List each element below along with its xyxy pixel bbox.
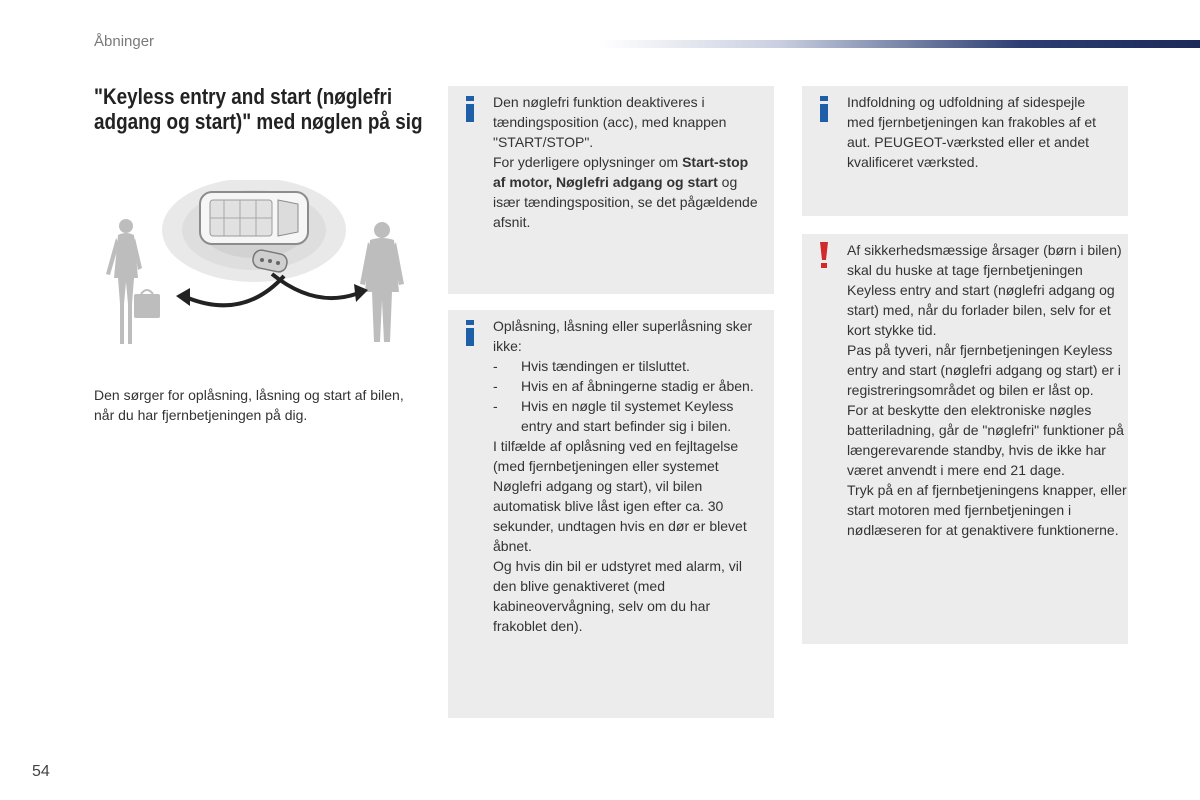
info-3-text: Indfoldning og udfoldning af sidespejle med fjernbetjeningen kan frakobles af et aut. PEUGEOT-værksted eller et andet kvalificeret værksted. [847,94,1097,170]
list-item: - Hvis en nøgle til systemet Keyless entry and start befinder sig i bilen. [493,396,765,436]
list-item: - Hvis tændingen er tilsluttet. [493,356,765,376]
woman-silhouette-icon [106,219,160,344]
warning-para4: Tryk på en af fjernbetjeningens knapper, eller start motoren med fjernbetjeningen i nødlæseren for at genaktivere funktionerne. [847,482,1127,538]
info-box-mirrors [802,86,1128,216]
info-2-list [493,356,765,436]
warning-para2: Pas på tyveri, når fjernbetjeningen Keyless entry and start (nøglefri adgang og start) er i registreringsområdet og bilen er låst op. [847,342,1121,398]
warning-icon [819,242,829,268]
page-number: 54 [32,763,50,780]
keyless-entry-illustration [94,180,424,360]
man-silhouette-icon [360,222,404,342]
info-1-line1: Den nøglefri funktion deaktiveres i tændingsposition (acc), med knappen "START/STOP". [493,94,727,150]
info-box-deactivation [448,86,774,294]
list-item: - Hvis en af åbningerne stadig er åben. [493,376,765,396]
warning-para1: Af sikkerhedsmæssige årsager (børn i bilen) skal du huske at tage fjernbetjeningen Keyless entry and start (nøglefri adgang og start) med, når du forlader bilen, selv for et kort stykke tid. [847,242,1122,338]
info-icon [465,96,475,122]
info-1-line2-bold: Start-stop af motor, Nøglefri adgang og start [493,154,749,190]
warning-box-safety [802,234,1128,644]
page-title-line2: adgang og start)" med nøglen på sig [94,109,423,134]
section-label: Åbninger [94,33,155,50]
info-2-para2: Og hvis din bil er udstyret med alarm, vil den blive genaktiveret (med kabineovervågning, selv om du har frakoblet den). [493,558,742,634]
info-icon [465,320,475,346]
intro-text: Den sørger for oplåsning, låsning og start af bilen, når du har fjernbetjeningen på dig. [94,387,404,423]
page-title [94,84,423,134]
info-box-lock-conditions [448,310,774,718]
car-topview-icon [200,192,308,244]
info-2-lead: Oplåsning, låsning eller superlåsning sker ikke: [493,318,753,354]
info-2-para1: I tilfælde af oplåsning ved en fejltagelse (med fjernbetjeningen eller systemet Nøglefri adgang og start), vil bilen automatisk blive låst igen efter ca. 30 sekunder, undtagen hvis en dør er blevet åbnet. [493,438,747,554]
info-1-line2 [493,152,763,232]
info-icon [819,96,829,122]
info-1-line2-post: og især tændingsposition, se det pågældende afsnit. [493,174,758,230]
page-title-line1: "Keyless entry and start (nøglefri [94,84,393,109]
info-1-line2-pre: For yderligere oplysninger om [493,154,683,170]
warning-para3: For at beskytte den elektroniske nøgles batteriladning, går de "nøglefri" funktioner på længerevarende standby, hvis de ikke har været anvendt i mere end 21 dage. [847,402,1124,478]
header-rule [600,40,1200,48]
